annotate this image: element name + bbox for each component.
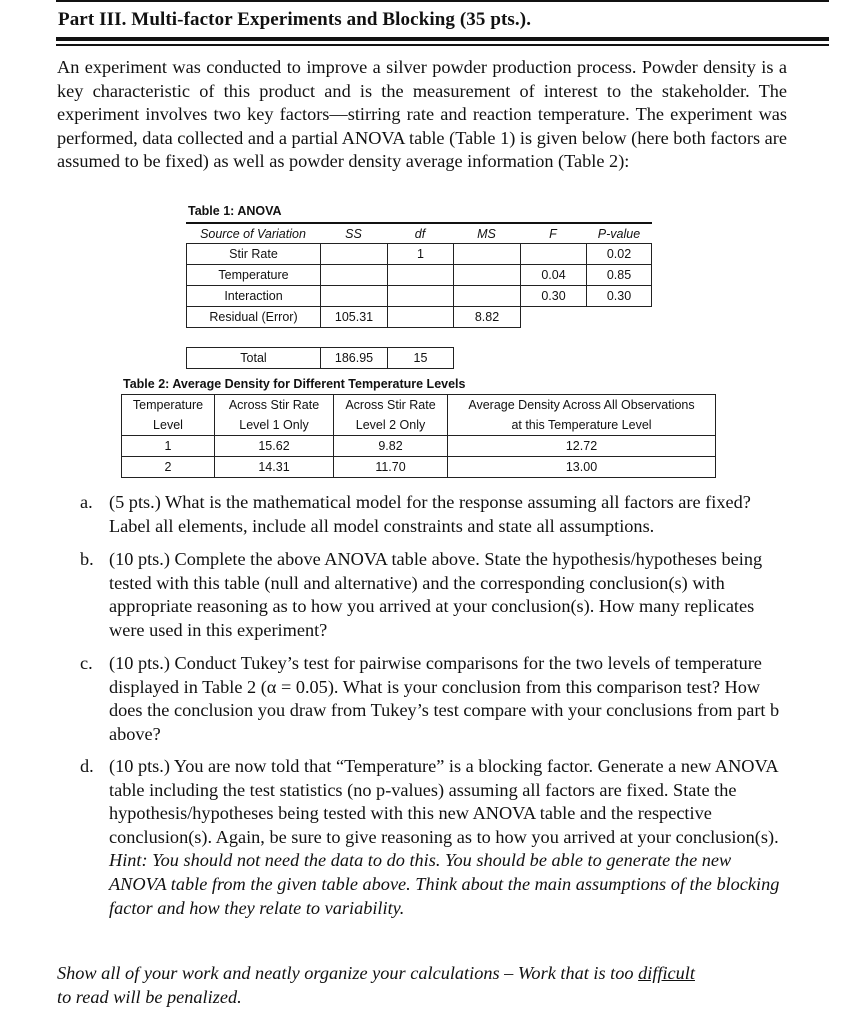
table1-header: df: [414, 226, 426, 241]
table1-cell: [387, 306, 454, 328]
question-text: (10 pts.) You are now told that “Temperature” is a blocking factor. Generate a new ANOVA table including the test statistics (no p-values) assuming all factors are fixed. State the hypothesis/hypotheses being tested with this new ANOVA table and the respective conclusion(s). Again, be sure to give reasoning as to how you arrived at your conclusion(s).: [109, 756, 779, 847]
intro-paragraph: An experiment was conducted to improve a silver powder production process. Powder density is a key characteristic of this product and is the measurement of interest to the stakeholder. The experiment involves two key factors—stirring rate and reaction temperature. The experiment was performed, data collected and a partial ANOVA table (Table 1) is given below (here both factors are assumed to be fixed) as well as powder density average information (Table 2):: [57, 57, 787, 172]
table2-header: Average Density Across All Observations: [448, 395, 716, 416]
question-label: d.: [80, 756, 94, 776]
table2-cell: 1: [122, 436, 215, 457]
table1-cell: Temperature: [186, 264, 321, 286]
table1-header: SS: [345, 226, 362, 241]
question-text: (10 pts.) Complete the above ANOVA table above. State the hypothesis/hypotheses being tested with this table (null and alternative) and the corresponding conclusion(s) with appropriate reasoning as to how you arrived at your conclusion(s). How many replicates were used in this experiment?: [109, 549, 763, 640]
table1-cell: [520, 243, 587, 265]
table1-total-cell: 186.95: [320, 347, 388, 369]
table1-cell: [320, 264, 388, 286]
question-hint: Hint: You should not need the data to do this. You should be able to generate the new ANOVA table from the given table above. Think about the main assumptions of the blocking factor and how they relate to variability.: [109, 850, 780, 918]
table1-cell: [320, 243, 388, 265]
table1-cell: Stir Rate: [186, 243, 321, 265]
question-c: [80, 652, 780, 746]
table1-header: F: [549, 226, 557, 241]
section-heading: Part III. Multi-factor Experiments and Blocking (35 pts.).: [58, 9, 532, 30]
table1-cell: 0.02: [586, 243, 652, 265]
question-text: (10 pts.) Conduct Tukey’s test for pairwise comparisons for the two levels of temperature displayed in Table 2 (α = 0.05). What is your conclusion from this comparison test? How does the conclusion you draw from Tukey’s test compare with your conclusions from part b above?: [109, 653, 780, 744]
table1-cell: [387, 285, 454, 307]
question-b: [80, 548, 780, 642]
table2-header: Level 1 Only: [215, 415, 334, 436]
footer-note: [57, 962, 787, 1009]
table1-cell: Residual (Error): [186, 306, 321, 328]
table2-cell: 11.70: [334, 457, 448, 478]
table1-cell: 8.82: [453, 306, 521, 328]
table2-cell: 15.62: [215, 436, 334, 457]
heading-rule-thick: [56, 37, 829, 41]
table2-header: Across Stir Rate: [334, 395, 448, 416]
table1-header: MS: [477, 226, 496, 241]
table1-cell: 0.85: [586, 264, 652, 286]
footer-text-end: to read will be penalized.: [57, 986, 242, 1007]
footer-text: Show all of your work and neatly organize your calculations – Work that is too: [57, 963, 639, 983]
table1-cell: [320, 285, 388, 307]
table2-cell: 14.31: [215, 457, 334, 478]
table2-header-row: [122, 415, 716, 436]
question-label: c.: [80, 653, 93, 673]
table1-cell: Interaction: [186, 285, 321, 307]
question-text: (5 pts.) What is the mathematical model for the response assuming all factors are fixed? Label all elements, include all model constraints and state all assumptions.: [109, 492, 751, 536]
table1-caption: Table 1: ANOVA: [188, 204, 282, 218]
top-rule: [56, 0, 829, 2]
table2-row: [122, 436, 716, 457]
table1-cell: 0.04: [520, 264, 587, 286]
table1-cell: [453, 264, 521, 286]
table1-total-cell: 15: [387, 347, 454, 369]
heading-rule-thin: [56, 44, 829, 46]
table2-cell: 9.82: [334, 436, 448, 457]
table1-header: P-value: [597, 226, 641, 241]
question-d: [80, 755, 780, 920]
table2: [121, 394, 716, 478]
table2-header: Level 2 Only: [334, 415, 448, 436]
table1-total-cell: Total: [186, 347, 321, 369]
table2-header: at this Temperature Level: [448, 415, 716, 436]
table1-cell: 105.31: [320, 306, 388, 328]
table1-cell: [453, 243, 521, 265]
table2-cell: 12.72: [448, 436, 716, 457]
table2-row: [122, 457, 716, 478]
table1-cell: 0.30: [586, 285, 652, 307]
table1-header: Source of Variation: [200, 226, 306, 241]
table1-cell: [453, 285, 521, 307]
question-label: b.: [80, 549, 94, 569]
table2-header-row: [122, 395, 716, 416]
table2-cell: 2: [122, 457, 215, 478]
table2-header: Temperature: [122, 395, 215, 416]
table2-header: Level: [122, 415, 215, 436]
table1-cell: 0.30: [520, 285, 587, 307]
table2-header: Across Stir Rate: [215, 395, 334, 416]
table2-caption: Table 2: Average Density for Different Temperature Levels: [123, 377, 466, 391]
table2-cell: 13.00: [448, 457, 716, 478]
question-label: a.: [80, 492, 93, 512]
footer-underlined: difficult: [638, 963, 695, 983]
table1-cell: 1: [387, 243, 454, 265]
question-a: [80, 491, 780, 538]
table1-cell: [387, 264, 454, 286]
